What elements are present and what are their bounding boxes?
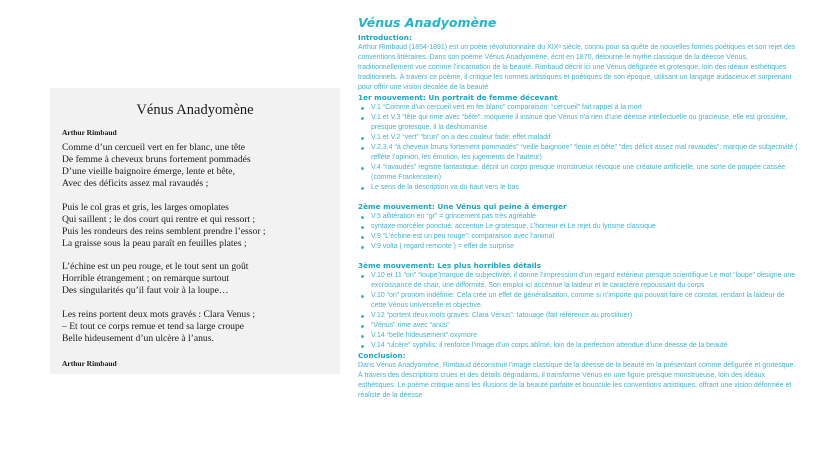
list-item: V.14 “ulcère” syphilis: il renforce l’image d’un corps abîmé, loin de la perfection attendue d’une déesse de la beauté — [369, 341, 798, 351]
intro-text: Arthur Rimbaud (1854-1891) est un poète révolutionnaire du XIXᵉ siècle, connu pour sa quête de nouvelles formes poétiques et son rejet des conventions littéraires. Dans son poème Vénus Anadyomène, écrit en 1870, détourne le mythe classique de la déesse Vénus, traditionnellement vue comme l’incarnation de la beauté. Rimbaud décrit ici une Vénus défigurée et grotesque, loin des idéaux esthétiques traditionnels. À travers ce poème, il critique les normes artistiques et poétiques de son époque, utilisant un langage audacieux et surprenant pour offrir une vision décalée de la beauté — [358, 44, 796, 91]
analysis-notes — [358, 10, 798, 401]
poem-line: Des singularités qu’il faut voir à la loupe… — [62, 285, 229, 296]
list-item: “Vénus” rime avec “anus” — [369, 321, 798, 331]
list-item: Le sens de la description va du haut vers le bas — [369, 183, 798, 193]
poem-author: Arthur Rimbaud — [62, 128, 117, 137]
list-item: V.4 “ravaudés” registre fantastique: décrit un corps presque monstrueux révoque une créature artificielle, une sorte de poupée cassée (comme Frankenstein) — [369, 163, 798, 183]
list-item: syntaxe morcéler ponctué: accentue Le grotesque, L’horreur et Le rejet du lyrisme classique — [369, 222, 798, 232]
poem-line: Les reins portent deux mots gravés : Clara Venus ; — [62, 308, 255, 320]
conclusion-heading: Conclusion: — [358, 351, 406, 360]
intro-heading: Introduction: — [358, 33, 412, 42]
poem-line: Qui saillent ; le dos court qui rentre et qui ressort ; — [62, 213, 256, 225]
list-item: V.12 “portent deux mots gravés: Clara Vénus”: tatouage (fait référence au prostituer) — [369, 311, 798, 321]
list-item: V.10 “on” pronom indéfinie: Cela crée un effet de généralisation, comme si n’importe qui pouvait faire ce constat, rendant la laideur de cette Vénus universelle et objective. — [369, 291, 798, 311]
movement-1-list — [358, 103, 798, 193]
poem-title: Vénus Anadyomène — [136, 102, 254, 118]
movement-1-heading: 1er mouvement: Un portrait de femme décevant — [358, 93, 558, 102]
stanza — [62, 202, 337, 250]
poem-line: Comme d’un cercueil vert en fer blanc, une tête — [62, 142, 245, 153]
poem-line: L’échine est un peu rouge, et le tout sent un goût — [62, 261, 249, 272]
list-item: V.14 “belle hideusement” oxymore — [369, 331, 798, 341]
list-item: V.1 et V.2 “vert” “brun” on a des couleur fade: effet maladif — [369, 133, 798, 143]
list-item: V.5 allitération en “gr” = grincement pas très agréable — [369, 212, 798, 222]
list-item: V.9 volta ( regard remonte ) = effet de surprise — [369, 242, 798, 252]
poem-line: D’une vieille baignoire émerge, lente et bête, — [62, 166, 235, 177]
list-item: V.9 “L’échine est un peu rouge”: comparaison avec l’animal — [369, 232, 798, 242]
stanza — [62, 142, 337, 190]
movement-3-list — [358, 271, 798, 351]
poem-signature: Arthur Rimbaud — [62, 359, 117, 368]
stanza — [62, 261, 337, 297]
spacer — [358, 193, 798, 202]
poem-stanzas — [62, 142, 337, 356]
poem-line: Horrible étrangement ; on remarque surtout — [62, 273, 230, 284]
stanza — [62, 309, 337, 345]
notes-title: Vénus Anadyomène — [358, 15, 497, 30]
poem-panel — [50, 88, 340, 374]
poem-line: Puis les rondeurs des reins semblent prendre l’essor ; — [62, 225, 266, 237]
poem-line: Belle hideusement d’un ulcère à l’anus. — [62, 332, 214, 344]
poem-line: – Et tout ce corps remue et tend sa large croupe — [62, 320, 245, 332]
list-item: V.2,3,4 “à cheveux bruns fortement pommadés” “veille baignoire” “lente et bête” “des déficit assez mal ravaudés”: marque de subjectivité ( reflète l’opinion, les émotion, les jugements de l’auteur) — [371, 144, 798, 161]
spacer — [358, 252, 798, 261]
poem-line: La graisse sous la peau paraît en feuilles plates ; — [62, 237, 247, 249]
list-item: V.1 “Comme d’un cercueil vert en fer blanc” comparaison: “cercueil” fait rappel à la mort — [369, 103, 798, 113]
list-item: V.1 et V.3 “tête qui rime avec “bête”: moquerie il insinue que Vénus n’a rien d’une déesse intellectuelle ou gracieuse, elle est grossière, presque grotesque. il la déshumanise — [369, 113, 798, 133]
list-item: V.10 et 11 “on” “loupe”marque de subjectivité: il donne l’impression d’un regard extérieur presque scientifique Le mot “loupe” désigne une excroissance de chair, une difformité. Son emploi ici accentue la laideur et le caractère repoussant du corps — [369, 271, 798, 291]
poem-line: De femme à cheveux bruns fortement pommadés — [62, 154, 251, 165]
conclusion-text: Dans Vénus Anadyomène, Rimbaud déconstruit l’image classique de la déesse de la beauté en la présentant comme défigurée et grotesque. À travers des descriptions crues et des détails dégradants, il transforme Vénus en une figure presque monstrueuse, loin des idéaux esthétiques. Le poème critique ainsi les illusions de la beauté parfaite et bouscule les conventions artistiques, offrant une vision déformée et réaliste de la déesse — [358, 362, 796, 399]
movement-2-heading: 2ème mouvement: Une Vénus qui peine à émerger — [358, 202, 567, 211]
poem-line: Avec des déficits assez mal ravaudés ; — [62, 178, 209, 189]
poem-line: Puis le col gras et gris, les larges omoplates — [62, 201, 229, 213]
movement-2-list — [358, 212, 798, 252]
movement-3-heading: 3ème mouvement: Les plus horribles détails — [358, 261, 542, 270]
